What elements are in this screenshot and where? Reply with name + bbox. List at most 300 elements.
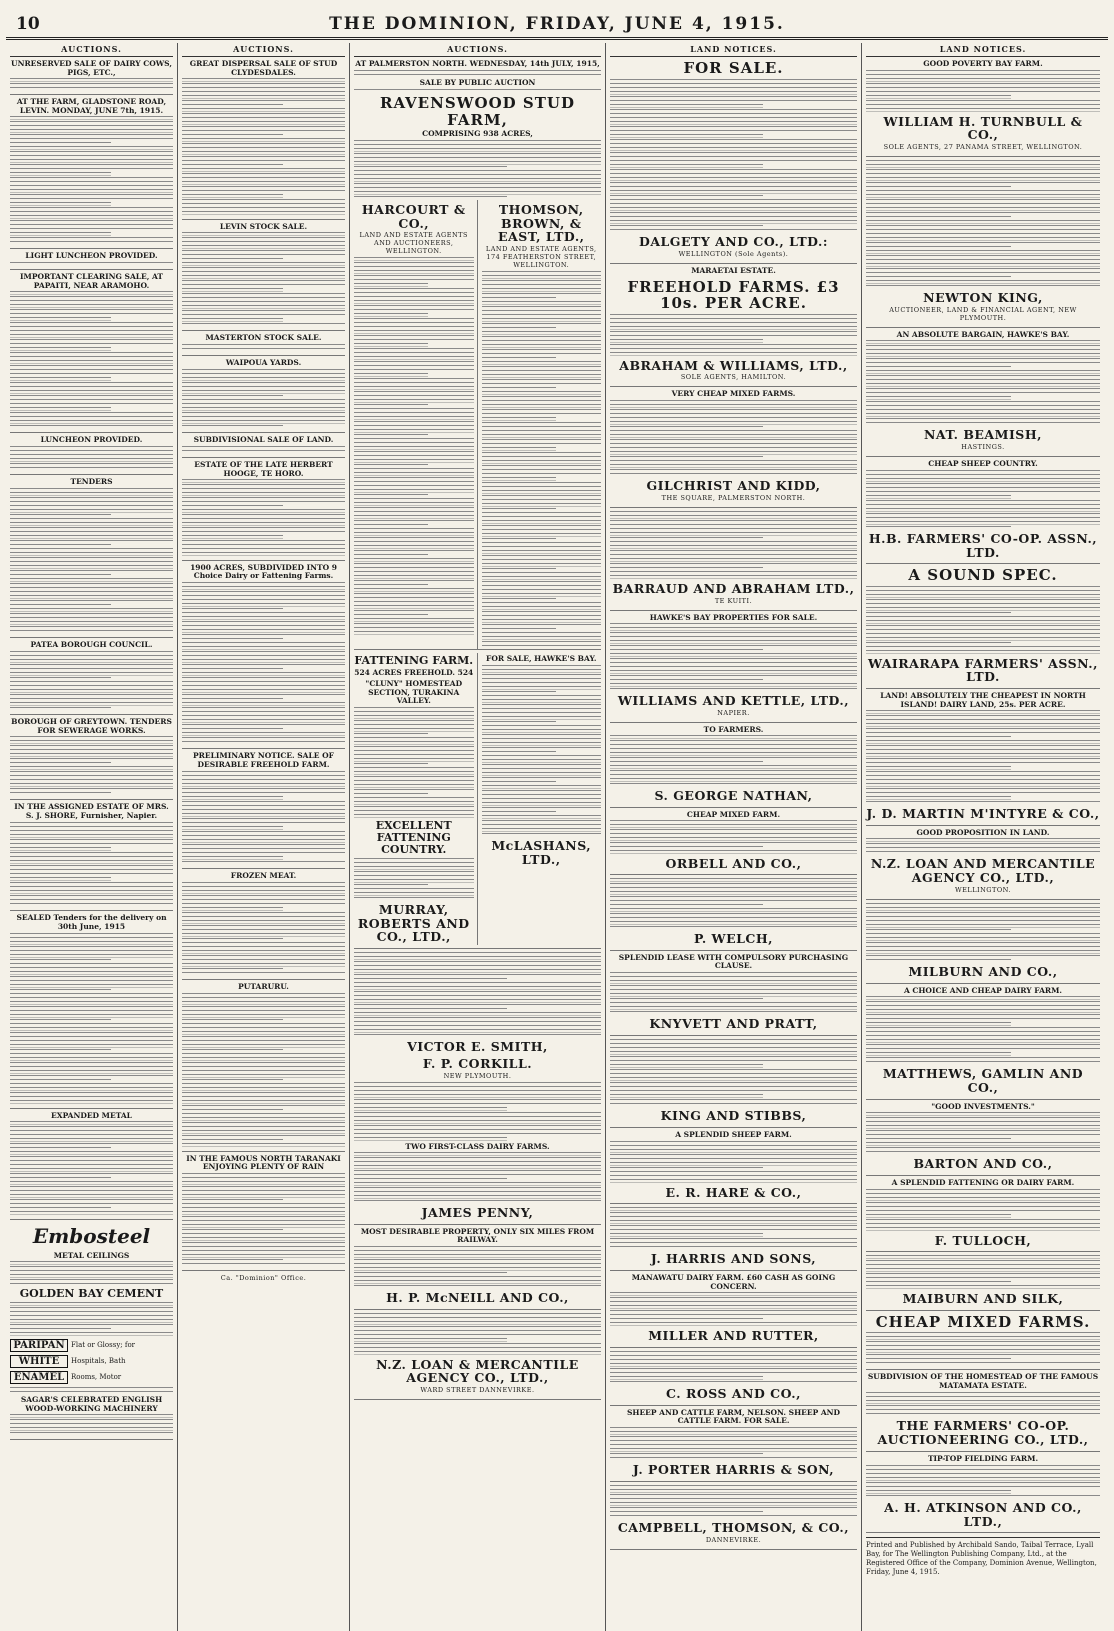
text-line <box>866 349 1100 352</box>
text-line <box>482 469 602 472</box>
ad-display-heading: FREEHOLD FARMS. £3 10s. PER ACRE. <box>627 277 840 313</box>
text-line <box>482 611 602 614</box>
text-line <box>866 517 1100 520</box>
text-line <box>354 313 428 316</box>
ad-firm-name: NEWTON KING, <box>923 290 1043 305</box>
text-line <box>182 1216 345 1219</box>
text-line <box>10 142 111 145</box>
text-line <box>866 1001 1100 1004</box>
ad-headline: BOROUGH OF GREYTOWN. TENDERS FOR SEWERAGE WORKS. <box>11 716 172 735</box>
text-line <box>10 941 173 944</box>
advertisement <box>866 692 1100 826</box>
text-line <box>866 345 1100 348</box>
text-line <box>182 501 345 504</box>
text-line <box>182 955 345 958</box>
ad-firm-address: LAND AND ESTATE AGENTS, 174 FEATHERSTON STREET, WELLINGTON. <box>485 245 597 270</box>
text-line <box>866 801 1100 804</box>
text-line <box>10 369 173 372</box>
text-line <box>10 946 173 949</box>
text-line <box>182 668 283 671</box>
advertisement <box>610 1207 857 1271</box>
text-block <box>610 820 857 853</box>
text-line <box>354 166 507 169</box>
text-line <box>182 373 345 376</box>
text-block <box>354 1082 601 1141</box>
text-line <box>610 1427 857 1430</box>
column-1 <box>6 43 178 1631</box>
text-line <box>866 474 1100 477</box>
text-line <box>354 1107 507 1110</box>
advertisement <box>10 478 173 638</box>
text-line <box>610 887 857 890</box>
text-line <box>866 749 1100 752</box>
advertisement <box>354 1143 601 1225</box>
text-line <box>182 552 345 555</box>
text-line <box>354 262 474 265</box>
text-line <box>182 882 345 885</box>
text-line <box>482 632 602 635</box>
text-block <box>10 651 173 710</box>
text-line <box>182 916 345 919</box>
text-line <box>10 1194 173 1197</box>
text-line <box>866 1214 1011 1217</box>
text-line <box>866 1341 1100 1344</box>
text-line <box>182 130 345 133</box>
text-line <box>866 1202 1100 1205</box>
text-block <box>610 1485 857 1518</box>
text-line <box>182 177 345 180</box>
text-line <box>10 535 173 538</box>
text-line <box>182 479 345 482</box>
text-line <box>866 1260 1100 1263</box>
ad-headline: SHEEP AND CATTLE FARM, NELSON. SHEEP AND CATTLE FARM. FOR SALE. <box>626 1407 841 1426</box>
text-line <box>482 708 602 711</box>
text-line <box>354 489 474 492</box>
text-line <box>182 1027 345 1030</box>
text-line <box>354 879 474 882</box>
ad-headline: HAWKE'S BAY PROPERTIES FOR SALE. <box>649 612 818 622</box>
text-line <box>182 484 345 487</box>
text-line <box>354 741 474 744</box>
ad-firm-name: GILCHRIST AND KIDD, <box>646 478 821 494</box>
text-line <box>10 1419 173 1422</box>
text-line <box>182 232 345 235</box>
text-line <box>354 365 474 368</box>
text-line <box>10 228 173 231</box>
text-line <box>10 630 173 633</box>
text-line <box>182 416 345 419</box>
text-line <box>10 181 173 184</box>
text-line <box>10 651 173 654</box>
text-line <box>354 399 474 402</box>
advertisement <box>10 1396 173 1440</box>
text-line <box>866 950 1100 953</box>
text-line <box>354 711 474 714</box>
text-line <box>182 1113 345 1116</box>
text-line <box>866 1396 1100 1399</box>
text-line <box>354 801 474 804</box>
text-line <box>482 529 602 532</box>
text-line <box>610 1242 857 1245</box>
text-line <box>610 679 763 682</box>
text-line <box>182 1207 345 1210</box>
advertisement <box>866 903 1100 984</box>
text-line <box>866 405 1100 408</box>
text-line <box>610 896 857 899</box>
text-line <box>482 686 602 689</box>
text-line <box>866 1121 1100 1124</box>
text-line <box>10 771 173 774</box>
text-line <box>182 694 345 697</box>
text-line <box>182 775 345 778</box>
text-line <box>354 279 474 282</box>
text-line <box>182 1233 345 1236</box>
text-block <box>182 771 345 865</box>
text-line <box>10 194 173 197</box>
text-line <box>182 514 345 517</box>
text-line <box>610 1301 857 1304</box>
text-line <box>866 207 1100 210</box>
text-line <box>182 1079 283 1082</box>
advertisement <box>610 614 857 723</box>
text-block <box>10 822 173 907</box>
text-line <box>610 520 857 523</box>
text-line <box>10 309 173 312</box>
text-line <box>482 674 602 677</box>
text-line <box>182 1109 283 1112</box>
text-line <box>866 100 1100 103</box>
text-line <box>610 1207 857 1210</box>
text-line <box>182 818 345 821</box>
text-line <box>10 211 173 214</box>
text-line <box>354 771 474 774</box>
text-line <box>866 1005 1100 1008</box>
text-line <box>610 1179 857 1182</box>
text-line <box>354 70 601 73</box>
text-line <box>610 1494 857 1497</box>
text-line <box>866 783 1100 786</box>
advertisement <box>10 641 173 715</box>
text-line <box>866 388 1100 391</box>
text-line <box>10 1040 173 1043</box>
ad-display-heading: A SOUND SPEC. <box>908 566 1058 585</box>
text-line <box>10 1036 173 1039</box>
text-line <box>866 1061 1100 1064</box>
advertisement <box>610 390 857 508</box>
text-line <box>866 1197 1100 1200</box>
advertisement <box>10 718 173 800</box>
text-line <box>866 495 1011 498</box>
text-line <box>482 665 602 668</box>
text-line <box>866 1482 1100 1485</box>
text-line <box>182 796 283 799</box>
text-line <box>10 895 173 898</box>
ad-display-heading: FATTENING FARM. <box>354 654 474 668</box>
text-line <box>610 623 857 626</box>
text-line <box>354 144 601 147</box>
text-line <box>182 284 345 287</box>
text-line <box>610 778 857 781</box>
advertisement <box>182 752 345 869</box>
text-line <box>354 1254 601 1257</box>
text-line <box>354 1086 601 1089</box>
text-line <box>182 1074 345 1077</box>
text-line <box>182 1053 345 1056</box>
text-line <box>354 597 474 600</box>
text-line <box>10 865 173 868</box>
text-line <box>610 1158 857 1161</box>
text-line <box>610 469 857 472</box>
text-line <box>10 681 173 684</box>
text-line <box>610 322 857 325</box>
text-line <box>10 291 173 294</box>
text-block <box>354 707 474 818</box>
text-line <box>482 349 602 352</box>
text-line <box>10 386 173 389</box>
ad-firm-name: H.B. FARMERS' CO-OP. ASSN., LTD. <box>868 530 1098 560</box>
ad-firm-name: THE FARMERS' CO-OP. AUCTIONEERING CO., LTD., <box>877 1418 1089 1448</box>
text-line <box>610 1511 763 1514</box>
text-block <box>182 78 345 215</box>
text-line <box>610 675 857 678</box>
text-line <box>354 1285 601 1288</box>
text-line <box>182 160 345 163</box>
text-block <box>10 736 173 795</box>
text-block <box>10 933 173 1104</box>
text-line <box>10 334 173 337</box>
advertisement <box>610 726 857 808</box>
text-line <box>482 331 602 334</box>
text-line <box>182 386 345 389</box>
text-line <box>866 95 1011 98</box>
text-line <box>182 1105 345 1108</box>
text-line <box>610 134 763 137</box>
text-line <box>866 1495 1100 1498</box>
ad-firm-name: MILBURN AND CO., <box>908 964 1058 980</box>
text-line <box>10 557 173 560</box>
text-line <box>10 416 173 419</box>
text-line <box>610 130 857 133</box>
text-line <box>10 694 173 697</box>
text-line <box>866 237 1100 240</box>
ad-headline: "CLUNY" HOMESTEAD SECTION, TURAKINA VALLEY. <box>365 679 463 706</box>
text-line <box>482 725 602 728</box>
text-line <box>182 1031 345 1034</box>
text-line <box>10 830 173 833</box>
text-line <box>354 715 474 718</box>
text-line <box>10 1328 111 1331</box>
paripan-box: WHITE <box>10 1355 68 1368</box>
text-line <box>482 426 602 429</box>
text-line <box>482 400 602 403</box>
ad-headline: GOOD PROPOSITION IN LAND. <box>916 827 1050 837</box>
text-line <box>10 548 173 551</box>
text-line <box>866 1281 1011 1284</box>
text-line <box>10 1432 173 1435</box>
text-line <box>182 586 345 589</box>
text-line <box>610 1363 857 1366</box>
text-line <box>182 412 345 415</box>
text-line <box>866 599 1100 602</box>
text-line <box>182 1006 345 1009</box>
text-line <box>10 390 173 393</box>
text-line <box>10 843 173 846</box>
text-line <box>182 297 345 300</box>
ad-headline: LAND! ABSOLUTELY THE CHEAPEST IN NORTH ISLAND! DAIRY LAND, 25s. PER ACRE. <box>880 691 1086 709</box>
text-line <box>10 1014 173 1017</box>
text-line <box>482 486 602 489</box>
text-line <box>182 241 345 244</box>
text-line <box>866 996 1100 999</box>
text-line <box>182 1229 283 1232</box>
text-line <box>10 1010 173 1013</box>
text-line <box>182 262 345 265</box>
text-line <box>354 1317 601 1320</box>
text-line <box>354 545 474 548</box>
text-line <box>182 724 345 727</box>
text-block <box>610 1427 857 1460</box>
text-line <box>182 707 345 710</box>
text-line <box>482 460 602 463</box>
text-line <box>482 589 602 592</box>
text-line <box>182 1181 345 1184</box>
text-line <box>482 417 556 420</box>
text-line <box>866 933 1100 936</box>
ad-firm-name: KNYVETT AND PRATT, <box>649 1015 818 1031</box>
text-line <box>866 762 1100 765</box>
text-line <box>182 318 283 321</box>
text-line <box>10 198 173 201</box>
text-line <box>10 847 111 850</box>
separator <box>354 945 601 949</box>
text-line <box>182 1049 283 1052</box>
text-line <box>10 129 173 132</box>
text-line <box>354 140 601 143</box>
text-line <box>610 413 857 416</box>
text-line <box>354 797 474 800</box>
text-line <box>10 783 173 786</box>
text-block <box>354 89 601 92</box>
text-line <box>610 344 857 347</box>
text-line <box>866 1413 1100 1416</box>
paripan-text: Flat or Glossy; for <box>71 1341 136 1350</box>
text-line <box>182 634 345 637</box>
text-line <box>866 924 1100 927</box>
text-line <box>354 1200 601 1203</box>
text-line <box>10 822 173 825</box>
text-line <box>182 323 345 326</box>
text-line <box>866 715 1100 718</box>
text-line <box>610 1318 763 1321</box>
text-line <box>354 1021 601 1024</box>
text-line <box>866 272 1100 275</box>
ad-firm-name: F. TULLOCH, <box>934 1232 1032 1248</box>
text-line <box>354 1276 601 1279</box>
text-line <box>10 1186 173 1189</box>
text-line <box>610 318 857 321</box>
text-line <box>866 78 1100 81</box>
text-line <box>182 138 345 141</box>
text-line <box>354 601 474 604</box>
text-line <box>182 831 345 834</box>
text-line <box>482 314 602 317</box>
text-line <box>610 326 857 329</box>
text-line <box>10 159 173 162</box>
text-line <box>610 1376 763 1379</box>
paripan-box: ENAMEL <box>10 1371 68 1384</box>
text-line <box>10 689 173 692</box>
text-line <box>610 160 857 163</box>
text-line <box>866 164 1100 167</box>
text-line <box>182 1263 345 1266</box>
text-block <box>866 996 1100 1064</box>
text-line <box>354 965 601 968</box>
ad-firm-name: H. P. McNEILL AND CO., <box>386 1289 569 1305</box>
text-line <box>10 1032 173 1035</box>
text-line <box>354 986 601 989</box>
text-line <box>610 1103 857 1106</box>
text-line <box>182 659 345 662</box>
text-line <box>610 1171 857 1174</box>
text-line <box>354 434 428 437</box>
text-line <box>866 194 1100 197</box>
text-line <box>610 752 857 755</box>
text-line <box>10 959 111 962</box>
text-line <box>482 645 602 648</box>
text-line <box>610 83 857 86</box>
text-line <box>866 379 1100 382</box>
text-line <box>610 550 857 553</box>
text-line <box>866 513 1100 516</box>
text-line <box>10 621 173 624</box>
text-line <box>10 488 173 491</box>
text-line <box>10 1207 111 1210</box>
text-line <box>10 138 173 141</box>
text-line <box>182 993 345 996</box>
text-line <box>182 1199 283 1202</box>
text-line <box>10 1270 173 1273</box>
text-line <box>866 1044 1100 1047</box>
text-line <box>610 1457 857 1460</box>
feature-title: RAVENSWOOD STUD FARM, <box>380 94 575 129</box>
text-line <box>610 87 857 90</box>
text-line <box>610 190 857 193</box>
text-line <box>482 678 602 681</box>
text-line <box>354 776 474 779</box>
ad-firm-address: AUCTIONEER, LAND & FINANCIAL AGENT, NEW PLYMOUTH. <box>889 305 1077 322</box>
text-line <box>10 347 111 350</box>
text-line <box>482 439 602 442</box>
text-line <box>354 793 428 796</box>
ad-firm-name: JAMES PENNY, <box>421 1204 534 1220</box>
ad-firm-address: NEW PLYMOUTH. <box>443 1071 512 1080</box>
text-line <box>610 1448 857 1451</box>
text-line <box>610 173 857 176</box>
text-line <box>610 917 857 920</box>
text-line <box>866 1227 1100 1230</box>
text-line <box>866 366 1011 369</box>
text-line <box>866 1134 1100 1137</box>
text-line <box>182 377 345 380</box>
text-line <box>482 366 602 369</box>
text-line <box>610 842 857 845</box>
text-line <box>10 1019 111 1022</box>
text-line <box>354 789 474 792</box>
text-line <box>866 594 1100 597</box>
text-block <box>610 314 857 356</box>
text-line <box>866 263 1100 266</box>
ad-firm-name: WAIRARAPA FARMERS' ASSN., LTD. <box>868 655 1098 685</box>
